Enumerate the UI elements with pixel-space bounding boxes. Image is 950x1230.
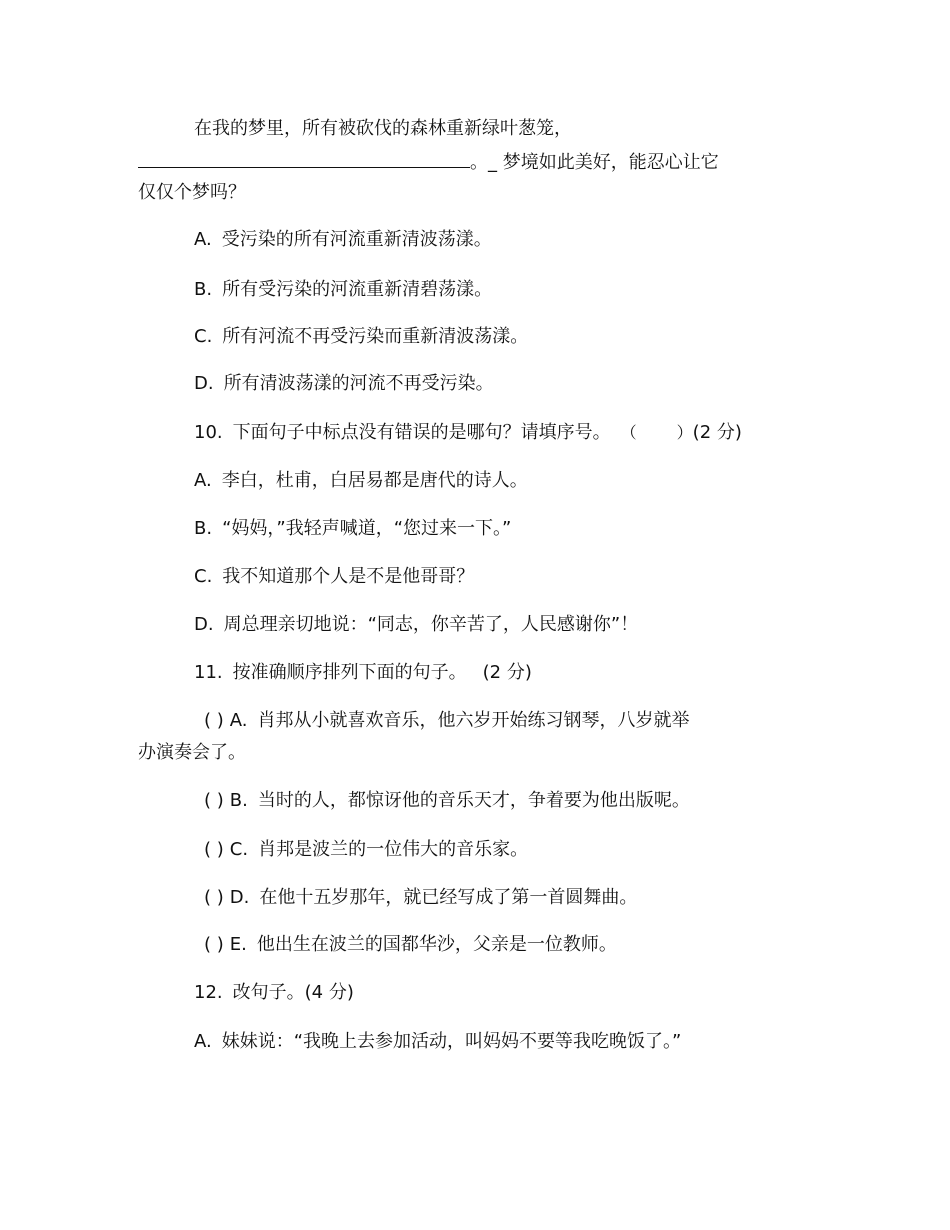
score: (2 分) [482, 662, 532, 683]
paren-close: ） [676, 423, 693, 442]
option-text: 所有受污染的河流重新清碧荡漾。 [222, 279, 493, 300]
option-letter: D. [194, 614, 214, 635]
q10-option-a [194, 469, 528, 493]
question-number: 12. [194, 982, 223, 1003]
q12-option-a [194, 1030, 681, 1054]
q10-option-b [194, 517, 511, 541]
option-letter: C. [194, 566, 213, 587]
order-paren[interactable]: ( ) [204, 934, 224, 955]
item-letter: A. [229, 710, 248, 731]
q9-stem-line3: 仅仅个梦吗？ [138, 182, 246, 203]
answer-blank[interactable] [138, 149, 470, 168]
q11-item-a [204, 709, 690, 733]
option-text: 受污染的所有河流重新清波荡漾。 [221, 229, 492, 250]
option-text: 所有河流不再受污染而重新清波荡漾。 [222, 326, 529, 347]
option-text: 李白，杜甫，白居易都是唐代的诗人。 [221, 470, 528, 491]
option-letter: A. [194, 229, 212, 250]
item-letter: C. [229, 839, 249, 860]
q11-item-b [204, 789, 690, 813]
option-letter: A. [194, 470, 212, 491]
question-number: 10. [194, 422, 223, 443]
item-letter: B. [229, 790, 248, 811]
q10-option-c [194, 565, 474, 589]
q9-option-b [194, 278, 492, 302]
q9-option-a [194, 228, 492, 252]
option-text: 所有清波荡漾的河流不再受污染。 [223, 373, 494, 394]
order-paren[interactable]: ( ) [204, 710, 224, 731]
q11-stem [194, 661, 532, 685]
option-text: 我不知道那个人是不是他哥哥？ [222, 566, 475, 587]
option-text: 周总理亲切地说：“同志，你辛苦了，人民感谢你”！ [223, 614, 639, 635]
option-letter: B. [194, 518, 213, 539]
q9-option-d [194, 372, 494, 396]
score: (2 分) [692, 422, 742, 443]
order-paren[interactable]: ( ) [204, 790, 224, 811]
item-text: 肖邦是波兰的一位伟大的音乐家。 [258, 839, 529, 860]
option-letter: A. [194, 1031, 212, 1052]
item-text: 肖邦从小就喜欢音乐，他六岁开始练习钢琴，八岁就举 [257, 710, 690, 731]
option-text: 妹妹说：“我晚上去参加活动，叫妈妈不要等我吃晚饭了。” [221, 1031, 682, 1052]
q9-stem-line2-text: 。_ 梦境如此美好，能忍心让它 [470, 152, 719, 173]
question-text: 下面句子中标点没有错误的是哪句？请填序号。 [232, 422, 611, 443]
q9-stem-line2 [138, 149, 719, 173]
order-paren[interactable]: ( ) [204, 887, 224, 908]
question-number: 11. [194, 662, 223, 683]
paren-open: （ [620, 423, 637, 442]
question-text: 按准确顺序排列下面的句子。 [232, 662, 467, 683]
item-text: 当时的人，都惊讶他的音乐天才，争着要为他出版呢。 [257, 790, 690, 811]
option-letter: D. [194, 373, 214, 394]
item-letter: E. [229, 934, 247, 955]
option-letter: C. [194, 326, 213, 347]
question-text: 改句子。(4 分) [232, 982, 354, 1003]
item-text: 他出生在波兰的国都华沙，父亲是一位教师。 [256, 934, 617, 955]
q10-option-d [194, 613, 638, 637]
q9-stem-line1: 在我的梦里，所有被砍伐的森林重新绿叶葱笼， [194, 118, 572, 139]
q11-item-a-cont: 办演奏会了。 [138, 742, 246, 763]
q11-item-e [204, 933, 617, 957]
option-letter: B. [194, 279, 213, 300]
q9-option-c [194, 325, 528, 349]
q12-stem [194, 981, 354, 1005]
item-letter: D. [229, 887, 250, 908]
order-paren[interactable]: ( ) [204, 839, 224, 860]
option-text: “妈妈，”我轻声喊道，“您过来一下。” [222, 518, 512, 539]
q11-item-c [204, 838, 528, 862]
q10-stem [194, 421, 742, 445]
q11-item-d [204, 886, 637, 910]
item-text: 在他十五岁那年，就已经写成了第一首圆舞曲。 [259, 887, 638, 908]
